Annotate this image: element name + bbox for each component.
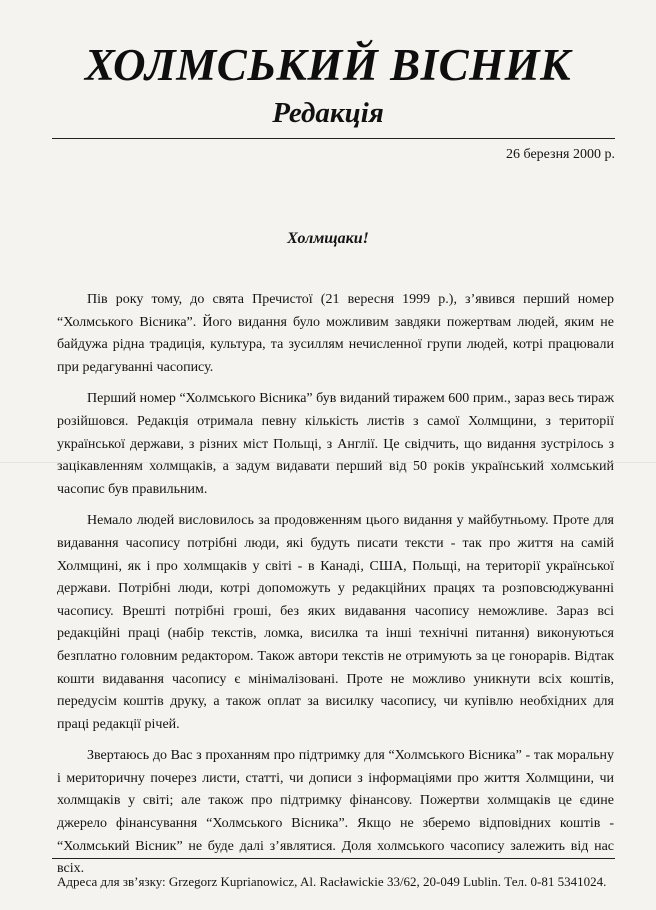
header-divider [52, 138, 615, 139]
paragraph-3: Немало людей висловилось за продовженням цього видання у майбутньому. Проте для видавання часопису потрібні люди, які будуть писати тексти - так про життя на самій Холмщині, як і про холмщаків у світі - в Канаді, США, Польщі, на території української держави. Потрібні люди, котрі допоможуть у редакційних працях та розповсюджуванні часопису. Врешті потрібні гроші, без яких видавання часопису неможливе. Зараз всі редакційні праці (набір текстів, ломка, висилка та інші технічні питання) виконуються безплатно головним редактором. Також автори текстів не отримують за це гонорарів. Відтак кошти видавання часопису є мінімалізовані. Проте не можливо уникнути всіх коштів, передусім коштів друку, а також оплат за висилку часопису, чи купівлю необхідних для праці редакції річей. [57, 513, 614, 732]
paragraph-2: Перший номер “Холмського Вісника” був виданий тиражем 600 прим., зараз весь тираж розійшовся. Редакція отримала певну кількість листів з самої Холмщини, з території української держави, з різних міст Польщі, з Англії. Це свідчить, що видання зустрілось з зацікавленням холмщаків, а задум видавати перший від 50 років український холмський часопис був правильним. [57, 391, 614, 497]
paragraph-1: Пів року тому, до свята Пречистої (21 вересня 1999 р.), з’явився перший номер “Холмського Вісника”. Його видання було можливим завдяки пожертвам людей, яким не байдужа рідна традиція, культура, та зусиллям нечисленної групи людей, котрі працювали при редагуванні часопису. [57, 292, 614, 375]
letter-body [57, 289, 614, 890]
letter-greeting: Холмщаки! [287, 230, 369, 247]
letter-date: 26 березня 2000 р. [506, 147, 615, 162]
section-title: Редакція [272, 97, 384, 129]
paragraph-4: Звертаюсь до Вас з проханням про підтримку для “Холмського Вісника” - так моральну і мериторичну почерез листи, статті, чи дописи з інформаціями про життя Холмщини, чи холмщаків у світі; але також про підтримку фінансову. Пожертви холмщаків це єдине джерело фінансування “Холмського Вісника”. Якщо не зберемо відповідних коштів - “Холмський Вісник” не буде далі з’являтися. Доля холмського часопису залежить від нас всіх. [57, 748, 614, 877]
contact-address: Адреса для зв’язку: Grzegorz Kuprianowicz, Al. Racławickie 33/62, 20-049 Lublin. Тел. 0-81 5341024. [57, 874, 607, 889]
masthead-title: ХОЛМСЬКИЙ ВІСНИК [84, 40, 572, 90]
footer-divider [52, 858, 615, 859]
